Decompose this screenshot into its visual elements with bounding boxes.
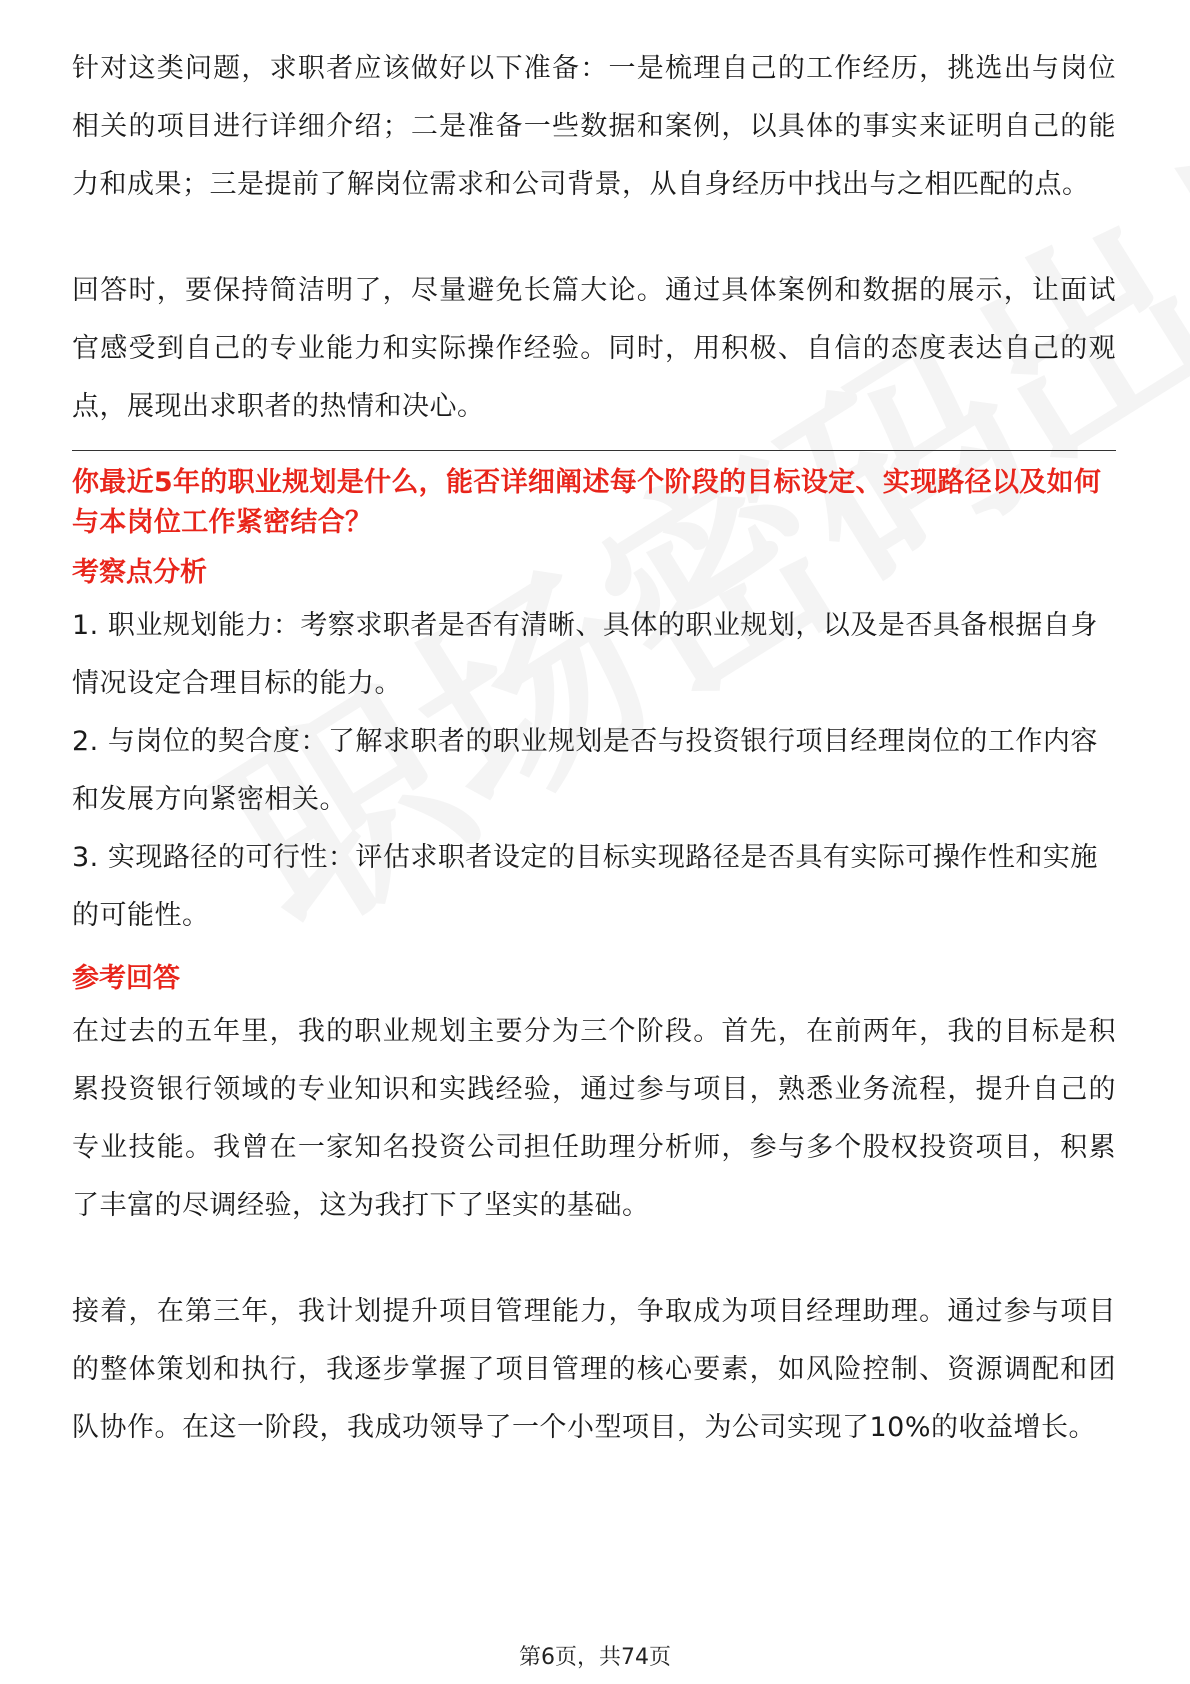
analysis-item-2: 2. 与岗位的契合度：了解求职者的职业规划是否与投资银行项目经理岗位的工作内容和发展方向紧密相关。 <box>72 726 1098 815</box>
analysis-item-3: 3. 实现路径的可行性：评估求职者设定的目标实现路径是否具有实际可操作性和实施的可能性。 <box>72 842 1098 931</box>
intro-paragraph-1: 针对这类问题，求职者应该做好以下准备：一是梳理自己的工作经历，挑选出与岗位相关的项目进行详细介绍；二是准备一些数据和案例，以具体的事实来证明自己的能力和成果；三是提前了解岗位需求和公司背景，从自身经历中找出与之相匹配的点。 <box>72 53 1116 200</box>
intro-paragraph-2: 回答时，要保持简洁明了，尽量避免长篇大论。通过具体案例和数据的展示，让面试官感受到自己的专业能力和实际操作经验。同时，用积极、自信的态度表达自己的观点，展现出求职者的热情和决心。 <box>72 275 1116 422</box>
analysis-title: 考察点分析 <box>72 557 207 588</box>
page-number: 第6页，共74页 <box>519 1645 671 1670</box>
analysis-item-1: 1. 职业规划能力：考察求职者是否有清晰、具体的职业规划，以及是否具备根据自身情况设定合理目标的能力。 <box>72 610 1098 699</box>
answer-paragraph-1: 在过去的五年里，我的职业规划主要分为三个阶段。首先，在前两年，我的目标是积累投资银行领域的专业知识和实践经验，通过参与项目，熟悉业务流程，提升自己的专业技能。我曾在一家知名投资公司担任助理分析师，参与多个股权投资项目，积累了丰富的尽调经验，这为我打下了坚实的基础。 <box>72 1016 1116 1221</box>
document-page <box>72 40 1116 1457</box>
question-heading: 你最近5年的职业规划是什么，能否详细阐述每个阶段的目标设定、实现路径以及如何与本岗位工作紧密结合？ <box>72 467 1102 538</box>
answer-paragraph-2: 接着，在第三年，我计划提升项目管理能力，争取成为项目经理助理。通过参与项目的整体策划和执行，我逐步掌握了项目管理的核心要素，如风险控制、资源调配和团队协作。在这一阶段，我成功领导了一个小型项目，为公司实现了10%的收益增长。 <box>72 1296 1116 1443</box>
section-divider <box>72 450 1116 451</box>
answer-title: 参考回答 <box>72 963 180 994</box>
